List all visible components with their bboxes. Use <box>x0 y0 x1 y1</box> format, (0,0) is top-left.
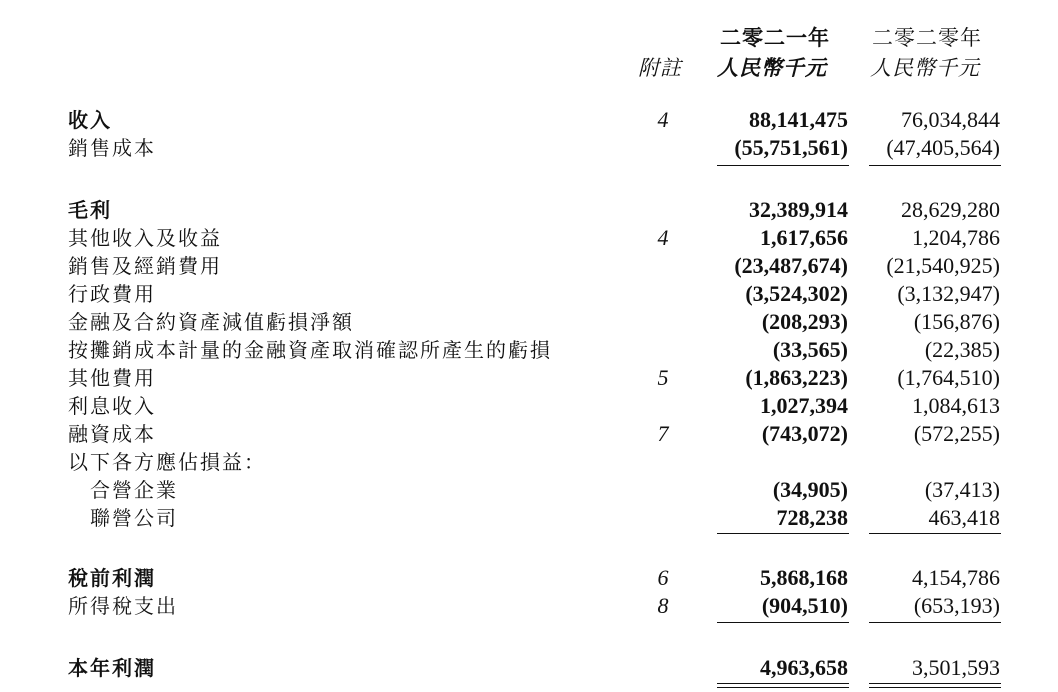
prior-value: 28,629,280 <box>901 197 1000 222</box>
prior-value: (21,540,925) <box>886 253 1000 278</box>
total-double-rule <box>717 687 849 688</box>
subtotal-rule <box>717 165 849 166</box>
row-label: 合營企業 <box>90 478 178 502</box>
table-row <box>0 336 1058 364</box>
prior-value: (22,385) <box>924 337 1000 362</box>
table-row <box>0 196 1058 224</box>
table-row <box>0 564 1058 592</box>
row-note: 4 <box>657 225 669 250</box>
subtotal-rule <box>717 533 849 534</box>
table-row <box>0 252 1058 280</box>
total-double-rule <box>869 687 1001 688</box>
current-value: 4,963,658 <box>760 655 848 680</box>
prior-value: (37,413) <box>924 477 1000 502</box>
prior-value: (572,255) <box>913 421 1000 446</box>
table-row <box>0 420 1058 448</box>
subtotal-rule <box>717 622 849 623</box>
current-value: (3,524,302) <box>745 281 848 306</box>
current-value: 1,617,656 <box>760 225 848 250</box>
current-value: (743,072) <box>761 421 848 446</box>
row-label: 毛利 <box>68 198 112 222</box>
table-row <box>0 224 1058 252</box>
table-row <box>0 280 1058 308</box>
table-row <box>0 308 1058 336</box>
row-label: 所得稅支出 <box>68 594 178 618</box>
row-note: 6 <box>657 565 669 590</box>
row-label: 聯營公司 <box>90 506 178 530</box>
prior-value: 4,154,786 <box>912 565 1000 590</box>
total-double-rule <box>869 683 1001 684</box>
current-value: (23,487,674) <box>734 253 848 278</box>
prior-unit-header: 人民幣千元 <box>870 56 980 80</box>
current-value: (904,510) <box>761 593 848 618</box>
prior-year-header: 二零二零年 <box>872 26 982 50</box>
row-note: 4 <box>657 107 669 132</box>
current-year-header: 二零二一年 <box>720 25 830 50</box>
prior-value: (653,193) <box>913 593 1000 618</box>
prior-value: 3,501,593 <box>912 655 1000 680</box>
current-value: 88,141,475 <box>749 107 848 132</box>
subtotal-rule <box>869 165 1001 166</box>
row-label: 以下各方應佔損益： <box>68 450 266 474</box>
total-double-rule <box>717 683 849 684</box>
table-row <box>0 476 1058 504</box>
row-note: 8 <box>657 593 669 618</box>
row-label: 其他費用 <box>68 366 156 390</box>
table-row <box>0 504 1058 532</box>
row-note: 7 <box>657 421 669 446</box>
current-value: (34,905) <box>772 477 848 502</box>
prior-value: (3,132,947) <box>897 281 1000 306</box>
prior-value: 1,084,613 <box>912 393 1000 418</box>
prior-value: 1,204,786 <box>912 225 1000 250</box>
table-row <box>0 592 1058 620</box>
current-value: (33,565) <box>772 337 848 362</box>
row-label: 稅前利潤 <box>68 566 156 590</box>
row-label: 本年利潤 <box>68 656 156 680</box>
prior-value: 463,418 <box>928 505 1000 530</box>
row-label: 行政費用 <box>68 282 156 306</box>
prior-value: 76,034,844 <box>901 107 1000 132</box>
current-value: 5,868,168 <box>760 565 848 590</box>
current-value: (55,751,561) <box>734 135 848 160</box>
table-row <box>0 134 1058 162</box>
current-value: 1,027,394 <box>760 393 848 418</box>
table-row <box>0 392 1058 420</box>
row-note: 5 <box>657 365 669 390</box>
table-row <box>0 364 1058 392</box>
row-label: 收入 <box>68 108 112 132</box>
current-value: (208,293) <box>761 309 848 334</box>
current-unit-header: 人民幣千元 <box>717 55 827 80</box>
row-label: 其他收入及收益 <box>68 226 222 250</box>
row-label: 金融及合約資產減值虧損淨額 <box>68 310 354 334</box>
current-value: 728,238 <box>776 505 848 530</box>
subtotal-rule <box>869 622 1001 623</box>
prior-value: (156,876) <box>913 309 1000 334</box>
row-label: 銷售成本 <box>68 136 156 160</box>
row-label: 按攤銷成本計量的金融資產取消確認所產生的虧損 <box>68 338 552 362</box>
row-label: 銷售及經銷費用 <box>68 254 222 278</box>
table-row <box>0 448 1058 476</box>
note-column-header: 附註 <box>638 56 682 80</box>
subtotal-rule <box>869 533 1001 534</box>
row-label: 融資成本 <box>68 422 156 446</box>
table-row <box>0 654 1058 682</box>
row-label: 利息收入 <box>68 394 156 418</box>
prior-value: (47,405,564) <box>886 135 1000 160</box>
prior-value: (1,764,510) <box>897 365 1000 390</box>
table-row <box>0 106 1058 134</box>
current-value: 32,389,914 <box>749 197 848 222</box>
current-value: (1,863,223) <box>745 365 848 390</box>
